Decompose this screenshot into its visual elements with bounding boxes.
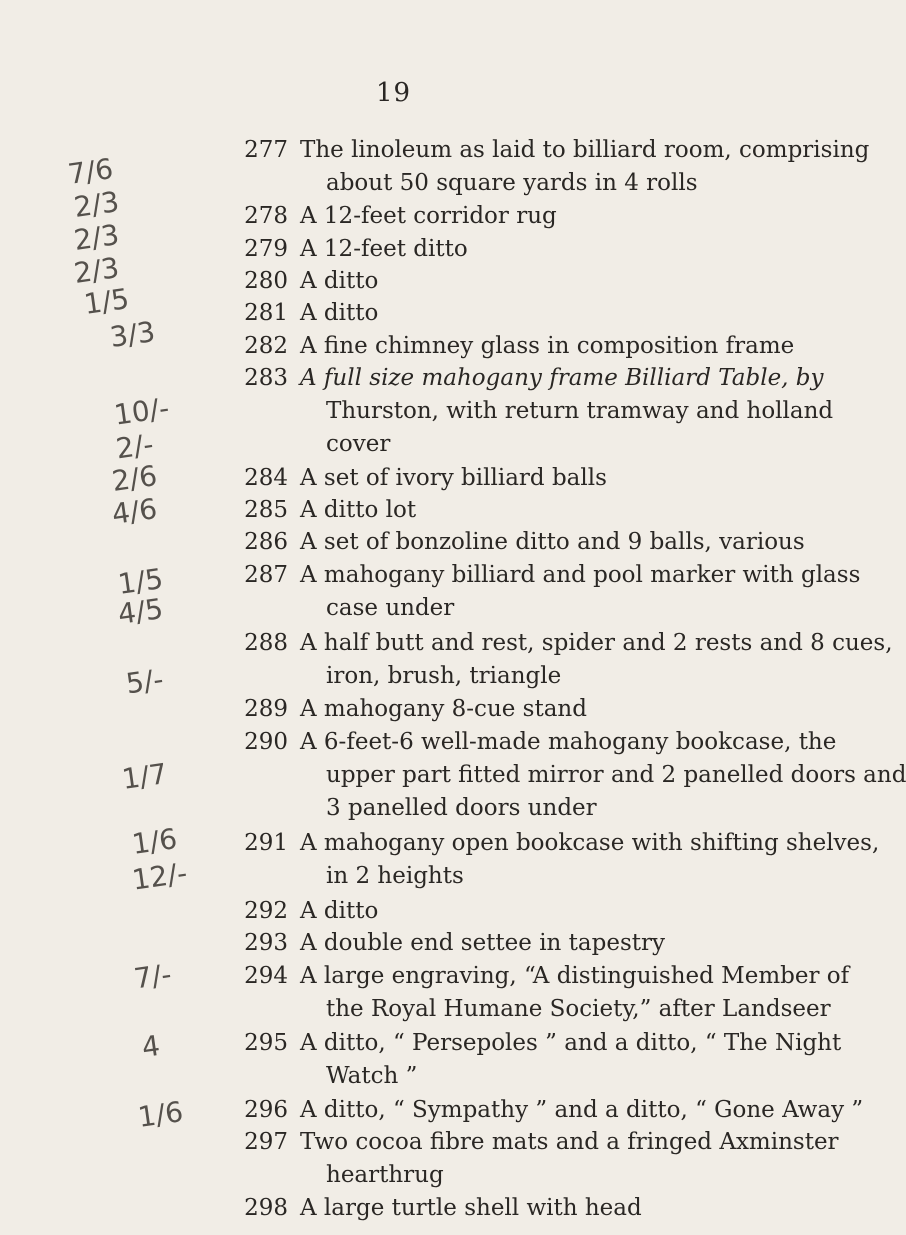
lot-line: A 6-feet-6 well-made mahogany bookcase, the — [300, 729, 837, 755]
lot-number: 277 — [244, 137, 288, 163]
margin-notes — [0, 0, 200, 1235]
lot-line: A set of ivory billiard balls — [300, 465, 607, 491]
lot-description — [300, 693, 790, 726]
lot-line: A ditto — [300, 300, 379, 326]
margin-note: 2/- — [113, 427, 156, 466]
lot-description — [300, 726, 906, 825]
lot-description — [300, 134, 870, 200]
lot-description — [300, 1027, 842, 1093]
lot-description — [300, 1192, 790, 1225]
margin-note: 2/3 — [71, 218, 122, 257]
lot-line: about 50 square yards in 4 rolls — [326, 170, 698, 196]
lot-line: A large turtle shell with head — [300, 1195, 642, 1221]
lot-description — [300, 233, 790, 266]
margin-note: 7/- — [131, 957, 174, 996]
lot-line: A ditto — [300, 268, 379, 294]
margin-note: 12/- — [129, 856, 190, 897]
lot-description — [300, 559, 861, 625]
lot-description — [300, 627, 893, 693]
margin-note: 3/3 — [107, 315, 158, 354]
lot-description — [300, 494, 790, 527]
lot-line: upper part fitted mirror and 2 panelled doors and — [326, 762, 906, 788]
lot-number: 282 — [244, 333, 288, 359]
lot-description — [300, 526, 805, 559]
lot-description — [300, 960, 850, 1026]
lot-line: A fine chimney glass in composition frame — [300, 333, 795, 359]
lot-line: A ditto lot — [300, 497, 417, 523]
lot-number: 286 — [244, 529, 288, 555]
lot-number: 281 — [244, 300, 288, 326]
lot-line: A mahogany open bookcase with shifting shelves, — [300, 830, 880, 856]
lot-line: A ditto, “ Persepoles ” and a ditto, “ The Night — [300, 1030, 842, 1056]
lot-line: A half butt and rest, spider and 2 rests and 8 cues, — [300, 630, 893, 656]
lot-line: Two cocoa fibre mats and a fringed Axminster — [300, 1129, 839, 1155]
lot-line: A large engraving, “A distinguished Member of — [300, 963, 850, 989]
lot-number: 289 — [244, 696, 288, 722]
lot-number: 290 — [244, 729, 288, 755]
margin-note: 4/6 — [109, 492, 160, 531]
lot-number: 292 — [244, 898, 288, 924]
margin-note: 5/- — [123, 662, 166, 701]
lot-number: 288 — [244, 630, 288, 656]
lot-line: in 2 heights — [326, 863, 464, 889]
lot-description — [300, 200, 790, 233]
lot-description — [300, 895, 790, 928]
lot-line: A 12-feet ditto — [300, 236, 468, 262]
lot-line: A 12-feet corridor rug — [300, 203, 557, 229]
lot-description — [300, 1094, 864, 1127]
margin-note: 1/5 — [81, 282, 132, 321]
lot-number: 295 — [244, 1030, 288, 1056]
lot-line: A mahogany billiard and pool marker with glass — [300, 562, 861, 588]
margin-note: 2/3 — [71, 185, 122, 224]
lot-description — [300, 462, 790, 495]
margin-note: 1/5 — [115, 562, 166, 601]
lot-line: A double end settee in tapestry — [300, 930, 666, 956]
lot-description — [300, 297, 790, 330]
margin-note: 4/5 — [115, 592, 166, 631]
margin-note: 2/6 — [109, 459, 160, 498]
lot-line: 3 panelled doors under — [326, 795, 597, 821]
lot-description — [300, 362, 834, 461]
lot-description — [300, 927, 790, 960]
lot-description — [300, 265, 790, 298]
margin-note: 7/6 — [65, 152, 116, 191]
lot-number: 291 — [244, 830, 288, 856]
lot-line: Thurston, with return tramway and holland — [326, 398, 834, 424]
margin-note: 4 — [139, 1028, 163, 1065]
lot-line: A ditto — [300, 898, 379, 924]
lot-number: 294 — [244, 963, 288, 989]
margin-note: 2/3 — [71, 251, 122, 290]
lot-line: The linoleum as laid to billiard room, comprising — [300, 137, 870, 163]
lot-line: A mahogany 8-cue stand — [300, 696, 587, 722]
lot-line: the Royal Humane Society,” after Landseer — [326, 996, 831, 1022]
lot-description — [300, 1126, 839, 1192]
lot-line: hearthrug — [326, 1162, 444, 1188]
margin-note: 10/- — [111, 391, 172, 432]
lot-line: A full size mahogany frame Billiard Table, by — [300, 365, 824, 391]
lot-number: 287 — [244, 562, 288, 588]
lot-line: case under — [326, 595, 455, 621]
lot-description — [300, 827, 880, 893]
margin-note: 1/7 — [119, 757, 170, 796]
lot-line: cover — [326, 431, 391, 457]
lot-line: iron, brush, triangle — [326, 663, 562, 689]
lot-number: 279 — [244, 236, 288, 262]
lot-number: 284 — [244, 465, 288, 491]
lot-number: 280 — [244, 268, 288, 294]
lot-line: A ditto, “ Sympathy ” and a ditto, “ Gone Away ” — [300, 1097, 864, 1123]
lot-number: 285 — [244, 497, 288, 523]
lot-number: 278 — [244, 203, 288, 229]
lot-number: 298 — [244, 1195, 288, 1221]
lot-line: Watch ” — [326, 1063, 418, 1089]
lot-description — [300, 330, 795, 363]
lot-number: 296 — [244, 1097, 288, 1123]
lot-number: 293 — [244, 930, 288, 956]
lot-line: A set of bonzoline ditto and 9 balls, various — [300, 529, 805, 555]
lot-number: 283 — [244, 365, 288, 391]
margin-note: 1/6 — [135, 1095, 186, 1134]
margin-note: 1/6 — [129, 822, 180, 861]
page-number: 19 — [376, 78, 412, 108]
lot-number: 297 — [244, 1129, 288, 1155]
